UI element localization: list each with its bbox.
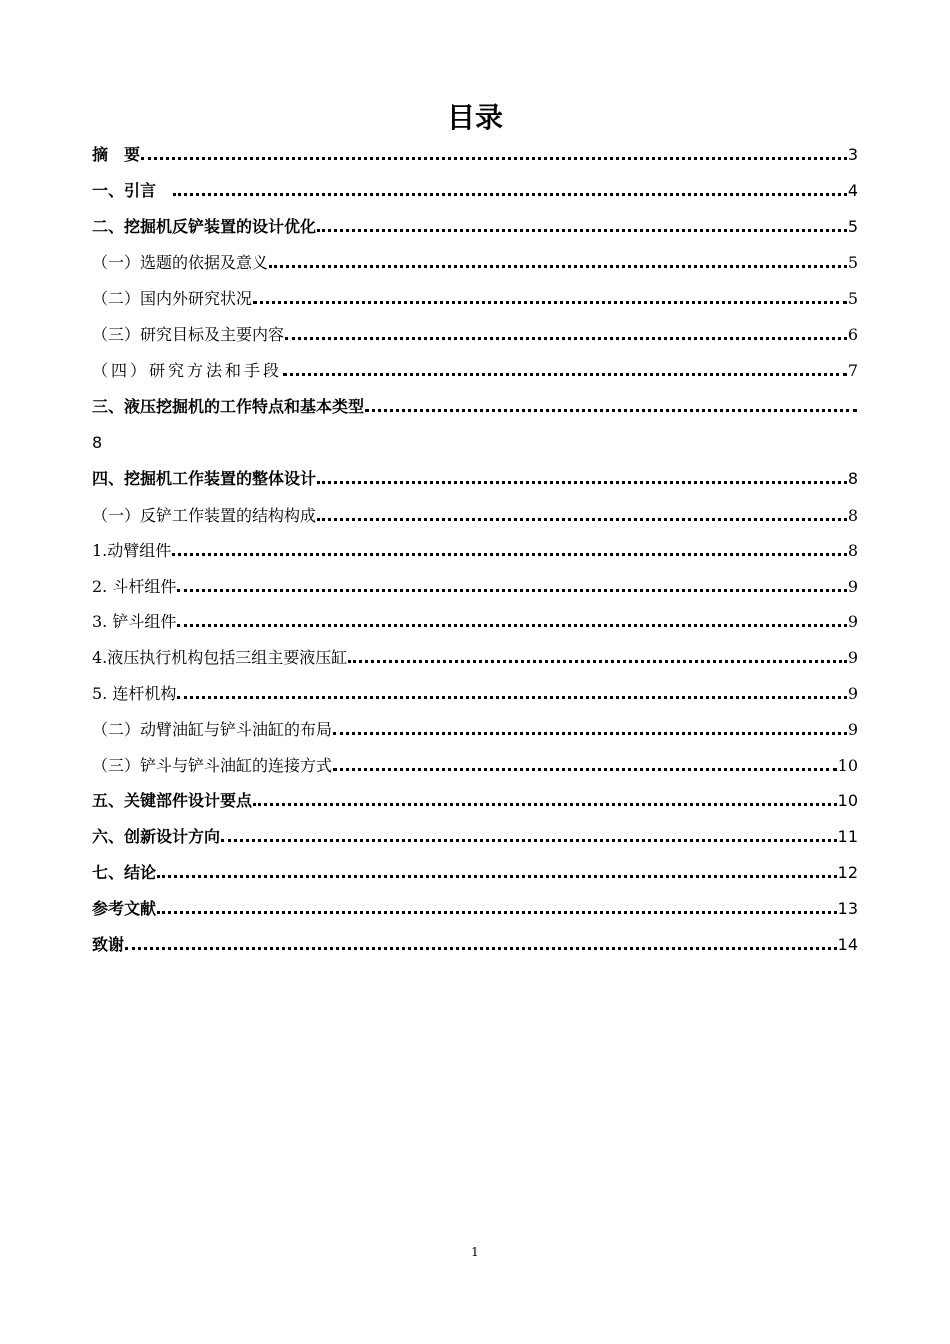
toc-leader (253, 803, 837, 806)
toc-entry-chapter-5[interactable] (92, 789, 858, 813)
toc-label: 5. 连杆机构 (92, 684, 177, 703)
toc-leader (125, 947, 837, 950)
toc-label: 4.液压执行机构包括三组主要液压缸 (92, 648, 348, 667)
toc-entry-chapter-6[interactable] (92, 825, 858, 849)
toc-entry-abstract[interactable] (92, 143, 858, 167)
toc-label: （二）国内外研究状况 (92, 289, 253, 308)
page-number: 1 (471, 1245, 479, 1259)
toc-page: 5 (847, 289, 858, 308)
toc-label: 二、挖掘机反铲装置的设计优化 (92, 217, 317, 236)
toc-leader (172, 553, 847, 556)
toc-entry-acknowledgements[interactable] (92, 933, 858, 957)
toc-label: 致谢 (92, 935, 125, 954)
toc-entry-chapter-4[interactable] (92, 467, 858, 491)
toc-entry-introduction[interactable] (92, 179, 858, 203)
toc-label: （一）反铲工作装置的结构构成 (92, 506, 317, 525)
toc-entry-4-1-5[interactable] (92, 682, 858, 706)
toc-entry-4-1[interactable] (92, 504, 858, 528)
toc-page: 14 (837, 935, 858, 954)
toc-page: 9 (847, 720, 858, 739)
toc-entry-references[interactable] (92, 897, 858, 921)
toc-leader (283, 373, 847, 376)
toc-label: （三）研究目标及主要内容 (92, 325, 285, 344)
toc-leader (333, 768, 837, 771)
toc-entry-4-1-1[interactable] (92, 539, 858, 563)
toc-page: 5 (847, 217, 858, 236)
toc-label: 七、结论 (92, 863, 157, 882)
toc-leader (365, 409, 857, 412)
toc-entry-4-2[interactable] (92, 718, 858, 742)
toc-leader (317, 229, 847, 232)
toc-label: 3. 铲斗组件 (92, 612, 177, 631)
toc-page: 10 (837, 791, 858, 810)
toc-page: 8 (847, 541, 858, 560)
toc-page: 5 (847, 253, 858, 272)
toc-leader (269, 265, 847, 268)
toc-leader (173, 193, 847, 196)
toc-entry-chapter-2[interactable] (92, 215, 858, 239)
toc-page: 7 (847, 361, 858, 380)
toc-entry-2-4[interactable] (92, 359, 858, 383)
toc-entry-2-3[interactable] (92, 323, 858, 347)
toc-label: 四、挖掘机工作装置的整体设计 (92, 469, 317, 488)
toc-leader (348, 660, 847, 663)
toc-page: 6 (847, 325, 858, 344)
toc-leader (333, 732, 847, 735)
toc-page: 9 (847, 577, 858, 596)
toc-label: 参考文献 (92, 899, 157, 918)
toc-label: （四）研究方法和手段 (92, 361, 283, 380)
toc-page: 13 (837, 899, 858, 918)
document-title: 目录 (446, 101, 503, 134)
toc-label: 2. 斗杆组件 (92, 577, 177, 596)
toc-leader (253, 301, 847, 304)
toc-leader (221, 839, 837, 842)
toc-page-wrapped: 8 (92, 433, 103, 452)
toc-entry-2-2[interactable] (92, 287, 858, 311)
toc-page: 9 (847, 612, 858, 631)
toc-label: （一）选题的依据及意义 (92, 253, 269, 272)
toc-entry-4-3[interactable] (92, 754, 858, 778)
toc-label: 六、创新设计方向 (92, 827, 221, 846)
toc-leader (177, 624, 846, 627)
toc-leader (177, 696, 846, 699)
toc-label: 摘 要 (92, 145, 141, 164)
toc-page: 10 (837, 756, 858, 775)
toc-leader (317, 481, 847, 484)
toc-label: 五、关键部件设计要点 (92, 791, 253, 810)
toc-page: 8 (847, 506, 858, 525)
toc-entry-4-1-2[interactable] (92, 575, 858, 599)
toc-entry-4-1-4[interactable] (92, 646, 858, 670)
toc-entry-chapter-7[interactable] (92, 861, 858, 885)
toc-leader (285, 337, 847, 340)
toc-entry-chapter-3[interactable] (92, 395, 858, 419)
toc-leader (157, 911, 837, 914)
toc-label: 三、液压挖掘机的工作特点和基本类型 (92, 397, 365, 416)
toc-leader (317, 518, 847, 521)
toc-entry-4-1-3[interactable] (92, 610, 858, 634)
toc-page: 12 (837, 863, 858, 882)
toc-page: 9 (847, 684, 858, 703)
toc-label: 1.动臂组件 (92, 541, 172, 560)
toc-page: 11 (837, 827, 858, 846)
toc-page: 9 (847, 648, 858, 667)
toc-leader (141, 157, 847, 160)
toc-entry-2-1[interactable] (92, 251, 858, 275)
toc-label: （三）铲斗与铲斗油缸的连接方式 (92, 756, 333, 775)
toc-page: 3 (847, 145, 858, 164)
toc-label: 一、引言 (92, 181, 173, 200)
toc-page: 4 (847, 181, 858, 200)
toc-leader (177, 589, 846, 592)
toc-label: （二）动臂油缸与铲斗油缸的布局 (92, 720, 333, 739)
toc-page: 8 (847, 469, 858, 488)
toc-leader (157, 875, 837, 878)
